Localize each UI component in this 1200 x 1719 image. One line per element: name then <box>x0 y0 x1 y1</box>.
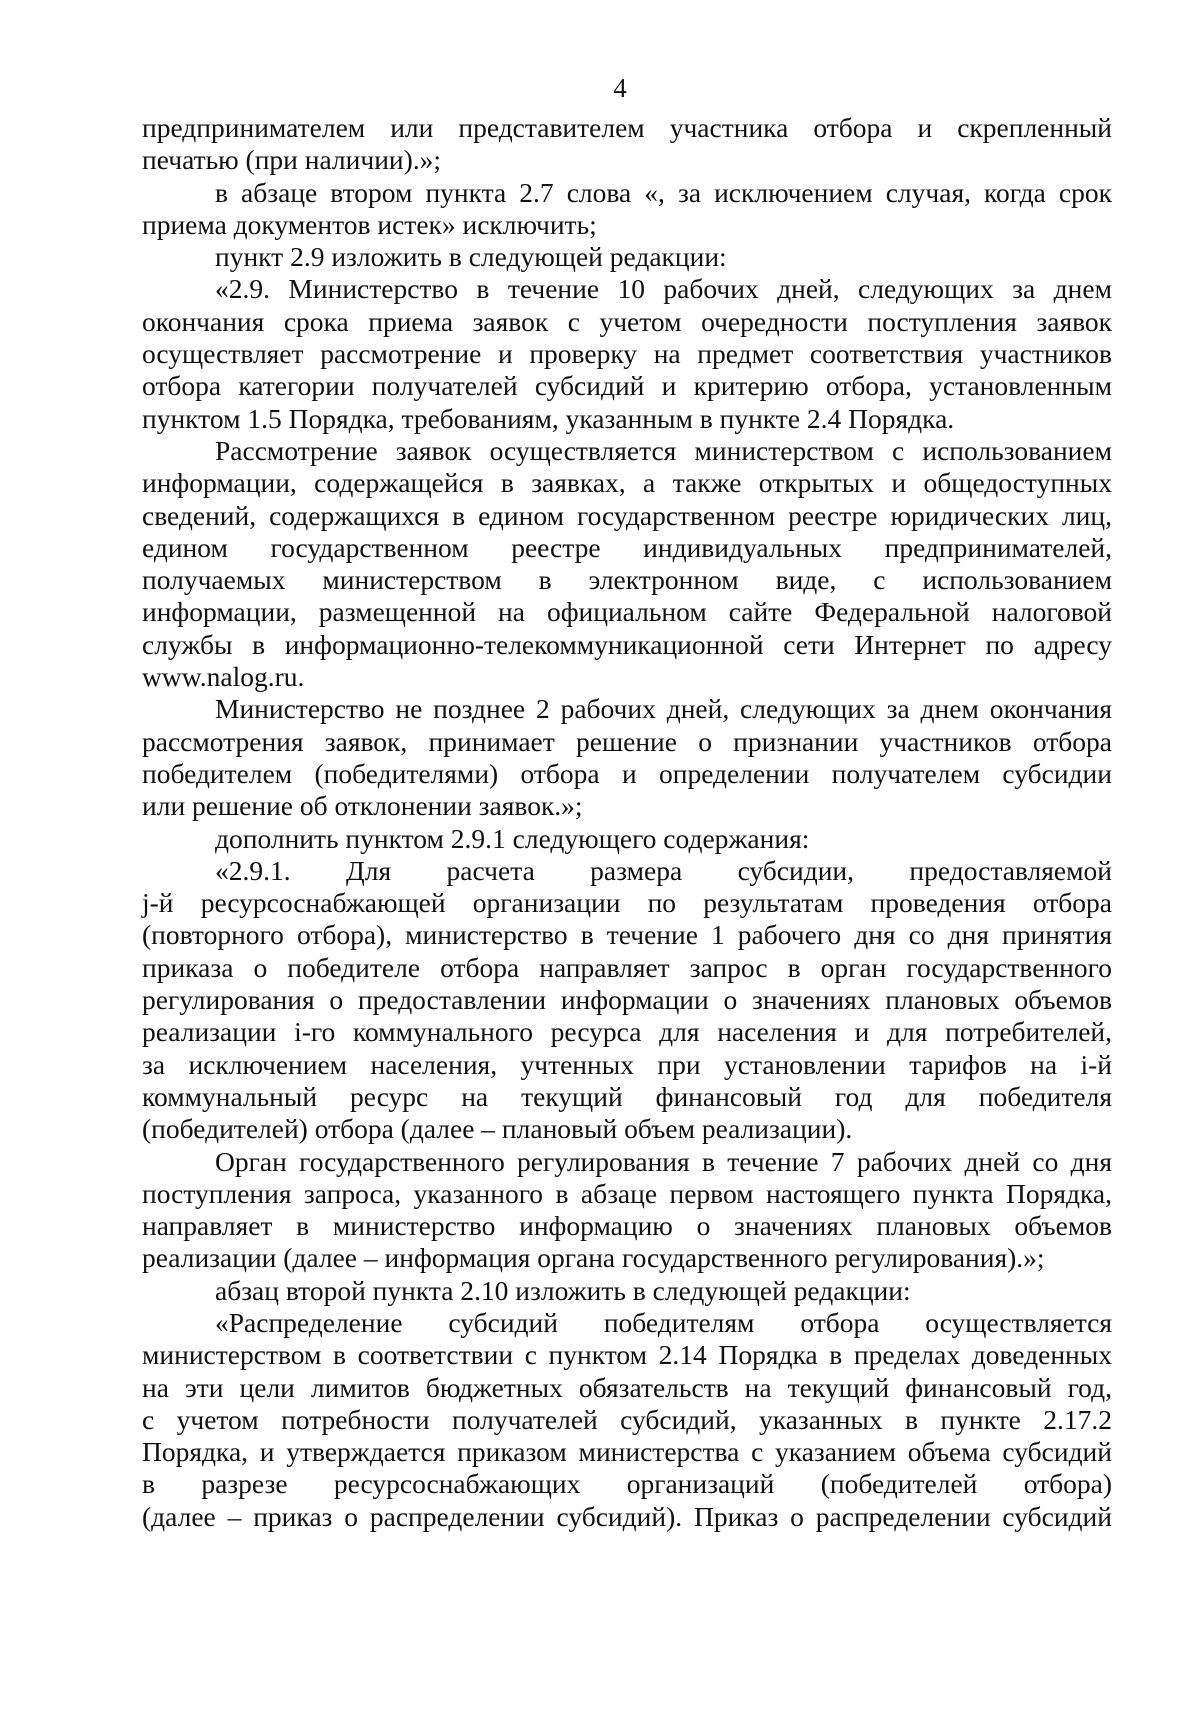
text-line: министерством в соответствии с пунктом 2.14 Порядка в пределах доведенных <box>142 1339 1112 1371</box>
text-line: регулирования о предоставлении информации о значениях плановых объемов <box>142 984 1112 1016</box>
text-line: пунктом 1.5 Порядка, требованиям, указанным в пункте 2.4 Порядка. <box>142 402 955 434</box>
text-line: (далее – приказ о распределении субсидий). Приказ о распределении субсидий <box>142 1500 1112 1532</box>
text-line: окончания срока приема заявок с учетом очередности поступления заявок <box>142 305 1112 337</box>
text-line: (победителей) отбора (далее – плановый объем реализации). <box>142 1113 853 1145</box>
text-line: пункт 2.9 изложить в следующей редакции: <box>215 241 727 273</box>
text-line: информации, содержащейся в заявках, а также открытых и общедоступных <box>142 467 1112 499</box>
text-line: осуществляет рассмотрение и проверку на предмет соответствия участников <box>142 338 1112 370</box>
page-number: 4 <box>613 73 627 103</box>
document-body <box>142 112 1112 1533</box>
text-line: на эти цели лимитов бюджетных обязательств на текущий финансовый год, <box>142 1371 1112 1403</box>
text-line: j-й ресурсоснабжающей организации по результатам проведения отбора <box>142 887 1112 919</box>
text-line: предпринимателем или представителем участника отбора и скрепленный <box>142 112 1112 143</box>
text-line: едином государственном реестре индивидуальных предпринимателей, <box>142 531 1112 563</box>
text-line: «Распределение субсидий победителям отбора осуществляется <box>215 1306 1112 1338</box>
text-line: приема документов истек» исключить; <box>142 208 597 240</box>
text-line: реализации i-го коммунального ресурса для населения и для потребителей, <box>142 1016 1112 1048</box>
text-line: или решение об отклонении заявок.»; <box>142 790 583 822</box>
text-line: «2.9.1. Для расчета размера субсидии, предоставляемой <box>215 854 1112 886</box>
text-line: приказа о победителе отбора направляет запрос в орган государственного <box>142 951 1112 983</box>
text-line: получаемых министерством в электронном виде, с использованием <box>142 564 1112 596</box>
text-line: с учетом потребности получателей субсидий, указанных в пункте 2.17.2 <box>142 1403 1112 1435</box>
text-line: абзац второй пункта 2.10 изложить в следующей редакции: <box>215 1274 911 1306</box>
text-line: (повторного отбора), министерство в течение 1 рабочего дня со дня принятия <box>142 919 1112 951</box>
text-line: Рассмотрение заявок осуществляется министерством с использованием <box>215 434 1112 466</box>
text-line: отбора категории получателей субсидий и критерию отбора, установленным <box>142 370 1112 402</box>
text-line: направляет в министерство информацию о значениях плановых объемов <box>142 1210 1112 1242</box>
text-line: «2.9. Министерство в течение 10 рабочих дней, следующих за днем <box>215 273 1112 305</box>
text-line: рассмотрения заявок, принимает решение о признании участников отбора <box>142 725 1112 757</box>
text-line: коммунальный ресурс на текущий финансовый год для победителя <box>142 1080 1112 1112</box>
text-line: службы в информационно-телекоммуникационной сети Интернет по адресу <box>142 628 1112 660</box>
text-line: печатью (при наличии).»; <box>142 144 442 176</box>
text-line: победителем (победителями) отбора и определении получателем субсидии <box>142 757 1112 789</box>
text-line: Орган государственного регулирования в течение 7 рабочих дней со дня <box>215 1145 1112 1177</box>
text-line: за исключением населения, учтенных при установлении тарифов на i-й <box>142 1048 1112 1080</box>
text-line: дополнить пунктом 2.9.1 следующего содержания: <box>215 822 810 854</box>
text-line: Министерство не позднее 2 рабочих дней, следующих за днем окончания <box>215 693 1112 725</box>
text-line: информации, размещенной на официальном сайте Федеральной налоговой <box>142 596 1112 628</box>
text-line: реализации (далее – информация органа государственного регулирования).»; <box>142 1242 1045 1274</box>
text-line: Порядка, и утверждается приказом министерства с указанием объема субсидий <box>142 1436 1112 1468</box>
text-line: в разрезе ресурсоснабжающих организаций (победителей отбора) <box>142 1468 1112 1500</box>
text-line: сведений, содержащихся в едином государственном реестре юридических лиц, <box>142 499 1112 531</box>
text-line: www.nalog.ru. <box>142 661 305 693</box>
text-line: в абзаце втором пункта 2.7 слова «, за исключением случая, когда срок <box>215 176 1112 208</box>
text-line: поступления запроса, указанного в абзаце первом настоящего пункта Порядка, <box>142 1177 1112 1209</box>
